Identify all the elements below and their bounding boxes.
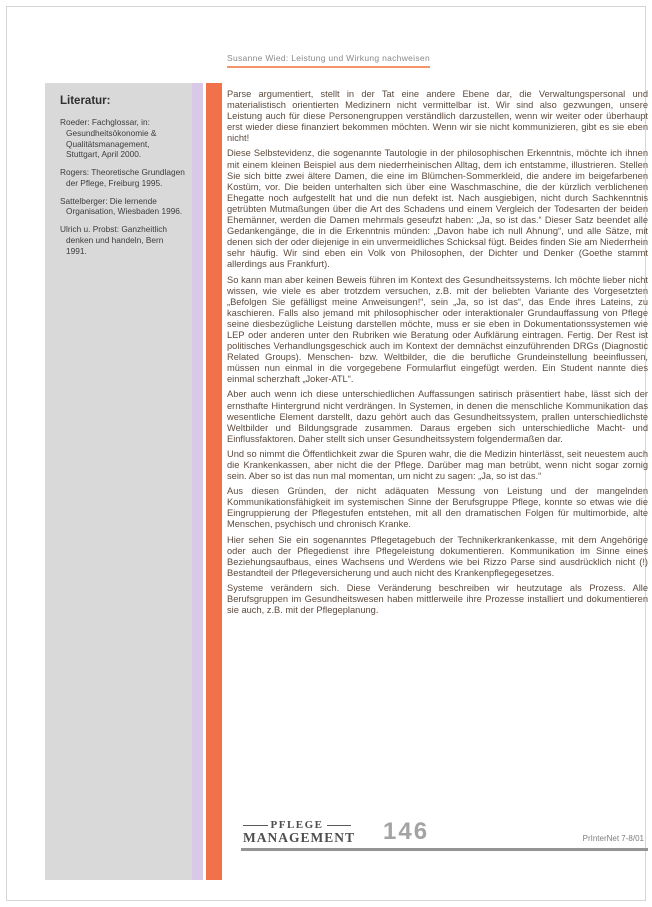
lavender-strip [192,83,203,880]
article-paragraph: Aus diesen Gründen, der nicht adäquaten Messung von Leistung und der mangelnden Kommunikationsfähigkeit im systemischen Sinne der Berufsgruppe Pflege, konnte so etwas wie die Eingruppierung der Pflegestufen entstehen, mit all den dramatischen Folgen für multimorbide, alte Menschen, psychisch und chronisch Kranke. [227,486,648,530]
journal-logo-management: MANAGEMENT [243,830,355,845]
literature-entry: Roeder: Fachglossar, in: Gesundheitsökonomie & Qualitätsmanagement, Stuttgart, April 2000. [60,117,157,160]
article-paragraph: Aber auch wenn ich diese unterschiedlichen Auffassungen satirisch präsentiert habe, lässt sich der ernsthafte Hintergrund nicht verdrängen. In Systemen, in denen die menschliche Kommunikation das wesentliche Element darstellt, dazu gehört auch das Gesundheitssystem, prallen unterschiedlichste Weltbilder und Bildungsgrade zusammen. Daraus ergeben sich unterschiedliche Macht- und Einflussfaktoren. Daher stellt sich unser Gesundheitssystem folgendermaßen dar. [227,389,648,444]
article-body [227,89,648,620]
literature-title: Literatur: [60,95,111,107]
journal-logo-pflege: PFLEGE [270,819,324,831]
article-paragraph: So kann man aber keinen Beweis führen im Kontext des Gesundheitssystems. Ich möchte lieber nicht wissen, wie viele es aber trotzdem versuchen, z.B. mit der beliebten Variante des Vorgesetzten „Befolgen Sie gefälligst meine Anweisungen!“, sein „Ja, so ist das“, das Ende ihres Lateins, zu kaschieren. Falls also jemand mit philosophischer oder interaktionaler Grundauffassung von Pflege seine diesbezügliche Leistung darstellen möchte, muss er sie eben in Dokumentationssystemen wie LEP oder anderen unter den Rubriken wie Beratung oder Aufklärung eintragen. Fertig. Der Rest ist politisches Verhandlungsgeschick auch im Kontext der demnächst einzuführenden DRGs (Diagnostic Related Groups). Menschen- bzw. Weltbilder, die die berufliche Grundeinstellung beeinflussen, müssen nun einmal in die vorgegebene Formularflut eingefügt werden. Ein Student nannte dies einmal scherzhaft „Joker-ATL“. [227,274,648,385]
article-paragraph: Hier sehen Sie ein sogenanntes Pflegetagebuch der Technikerkrankenkasse, mit dem Angehörige oder auch der Pflegedienst ihre Pflegeleistung dokumentieren. Kommunikation im Sinne eines Beziehungsaufbaus, eines Wachsens und Werdens wie bei Rizzo Parse sind ausdrücklich nicht (!) Bestandteil der Pflegeversicherung und auch nicht des Krankenpflegegesetzes. [227,534,648,578]
article-paragraph: Und so nimmt die Öffentlichkeit zwar die Spuren wahr, die die Medizin hinterlässt, seit neuestem auch die Krankenkassen, aber nicht die der Pflege. Darüber mag man betrübt, wenn nicht sogar zornig sein. Aber so ist das nun mal momentan, um nicht zu sagen: „Ja, so ist das.“ [227,448,648,482]
literature-entry: Sattelberger: Die lernende Organisation, Wiesbaden 1996. [60,195,183,217]
article-paragraph: Parse argumentiert, stellt in der Tat eine andere Ebene dar, die Verwaltungspersonal und materialistisch orientierten Medizinern nicht vermittelbar ist. Wir sind also gezwungen, unsere Leistung auch für diese Personengruppen verständlich darzustellen, wenn wir weiter oder überhaupt erst wieder diese finanziert bekommen möchten. Wenn wir sie nicht kommunizieren, gibt es sie eben nicht! [227,89,648,144]
article-paragraph: Diese Selbstevidenz, die sogenannte Tautologie in der philosophischen Erkenntnis, möchte ich ihnen mit einem kleinen Beispiel aus dem niederrheinischen Alltag, dem ich entstamme, illustrieren. Stellen Sie sich bitte zwei ältere Damen, die eine im Blümchen-Sommerkleid, die andere im beigefarbenen Kostüm, vor. Die beiden unterhalten sich über eine Waschmaschine, die der kürzlich verblichenen Ehegatte noch aufgestellt hat und die nun defekt ist. Nach ausgiebigen, nicht durch Sachkenntnis getrübten Mutmaßungen über die Art des Schadens und einem Vergleich der Todesarten der beiden Ehemänner, werden die Damen mehrmals geseufzt haben: „Ja, so ist das.“ Dieser Satz beendet alle Gedankengänge, die in die Erkenntnis münden: „Davon habe ich null Ahnung“, und alle Sätze, mit denen sich der oder diejenige in ein unvermeidliches Schicksal fügt. Beides finden Sie am Niederrhein sehr häufig. Wir sind eben ein Volk von Philosophen, der Dichter und Denker (Goethe stammt allerdings aus Frankfurt). [227,148,648,270]
article-paragraph: Systeme verändern sich. Diese Veränderung beschreiben wir heutzutage als Prozess. Alle Berufsgruppen im Gesundheitswesen haben mittlerweile ihre Prozesse installiert und dokumentieren sie auch, z.B. mit der Pflegeplanung. [227,582,648,616]
literature-sidebar [45,83,192,880]
literature-entry: Ulrich u. Probst: Ganzheitlich denken und handeln, Bern 1991. [60,224,167,256]
literature-list [60,117,185,257]
issue-label: PrInterNet 7-8/01 [582,834,644,843]
page-number: 146 [383,818,430,845]
literature-entry: Rogers: Theoretische Grundlagen der Pflege, Freiburg 1995. [60,167,185,188]
orange-accent-bar [206,83,222,880]
logo-rule-left [243,825,268,826]
footer-rule [241,848,648,851]
journal-logo [243,819,355,846]
logo-rule-right [327,825,352,826]
article-running-header: Susanne Wied: Leistung und Wirkung nachweisen [227,53,430,68]
